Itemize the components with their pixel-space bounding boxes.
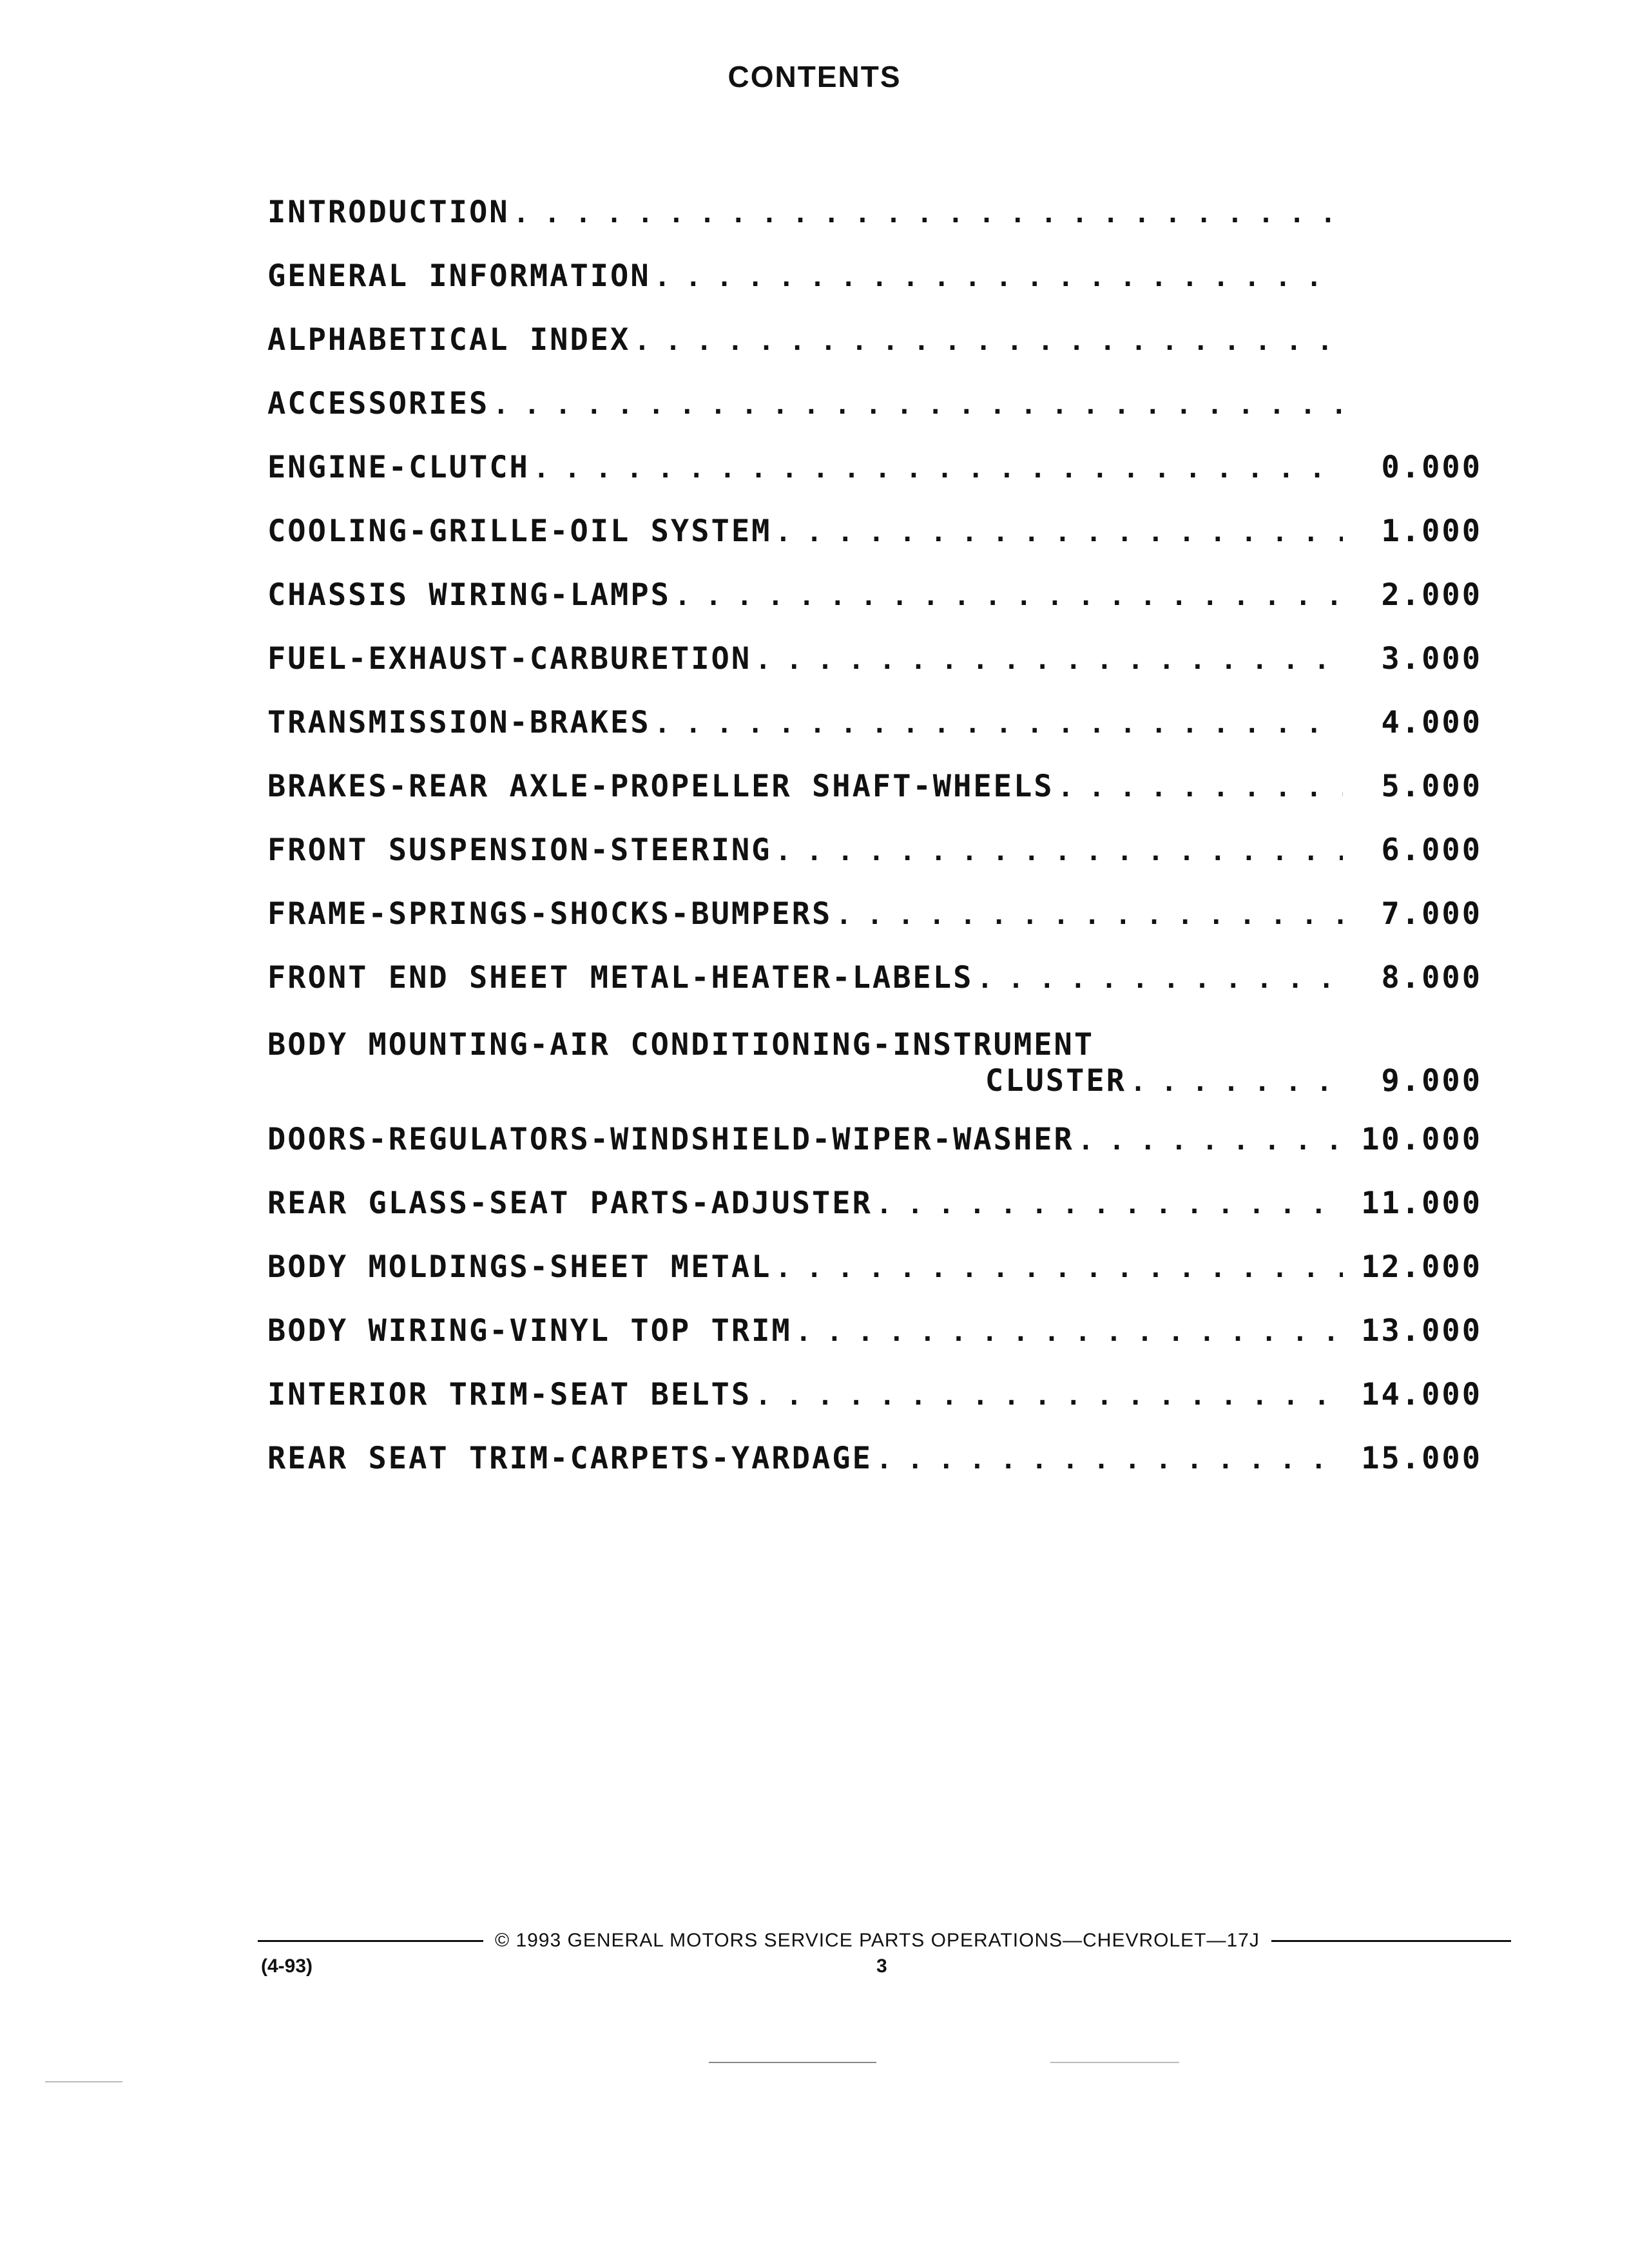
toc-entry-label: ENGINE-CLUTCH — [267, 450, 530, 485]
toc-entry-doors-regulators — [267, 1108, 1482, 1171]
toc-entry-label: INTRODUCTION — [267, 195, 510, 230]
toc-entry-label: DOORS-REGULATORS-WINDSHIELD-WIPER-WASHER — [267, 1122, 1074, 1157]
toc-entry-page: 15.000 — [1361, 1441, 1482, 1476]
toc-entry-label: BODY WIRING-VINYL TOP TRIM — [267, 1313, 792, 1349]
dot-leader — [634, 308, 1343, 374]
toc-entry-page: 11.000 — [1361, 1186, 1482, 1221]
toc-entry-label: BRAKES-REAR AXLE-PROPELLER SHAFT-WHEELS — [267, 769, 1054, 804]
dot-leader — [876, 1171, 1343, 1237]
dot-leader — [1130, 1065, 1343, 1099]
dot-leader — [775, 1235, 1343, 1301]
footer-page-number: 3 — [876, 1956, 887, 1977]
toc-entry-interior-trim — [267, 1363, 1482, 1427]
footer-copyright-line — [258, 1930, 1511, 1952]
dot-leader — [755, 627, 1343, 693]
toc-entry-label: INTERIOR TRIM-SEAT BELTS — [267, 1377, 752, 1412]
toc-entry-page: 12.000 — [1361, 1249, 1482, 1285]
toc-entry-label: CHASSIS WIRING-LAMPS — [267, 577, 671, 613]
toc-entry-fuel-exhaust — [267, 627, 1482, 691]
toc-entry-body-moldings — [267, 1235, 1482, 1299]
dot-leader — [836, 882, 1343, 948]
dot-leader — [977, 946, 1343, 1012]
toc-entry-page: 1.000 — [1381, 514, 1482, 549]
page-footer — [258, 1930, 1511, 1984]
footer-copyright: © 1993 GENERAL MOTORS SERVICE PARTS OPERATIONS—CHEVROLET—17J — [495, 1930, 1260, 1951]
toc-entry-page: 2.000 — [1381, 577, 1482, 613]
toc-entry-label-continued: CLUSTER — [985, 1063, 1126, 1099]
toc-entry-page: 14.000 — [1361, 1377, 1482, 1412]
toc-entry-transmission-brakes — [267, 691, 1482, 754]
toc-entry-label: FRONT SUSPENSION-STEERING — [267, 832, 772, 868]
toc-entry-label: ALPHABETICAL INDEX — [267, 322, 631, 358]
toc-entry-label: BODY MOLDINGS-SHEET METAL — [267, 1249, 772, 1285]
scan-artifact — [709, 2062, 876, 2063]
toc-entry-label: REAR SEAT TRIM-CARPETS-YARDAGE — [267, 1441, 872, 1476]
toc-entry-page: 7.000 — [1381, 896, 1482, 932]
dot-leader — [534, 436, 1343, 501]
dot-leader — [655, 691, 1343, 756]
footer-revision: (4-93) — [261, 1956, 313, 1977]
toc-entry-page: 6.000 — [1381, 832, 1482, 868]
toc-entry-label: FUEL-EXHAUST-CARBURETION — [267, 641, 752, 677]
toc-entry-body-mounting — [267, 1010, 1482, 1108]
table-of-contents — [267, 180, 1482, 1490]
dot-leader — [775, 499, 1343, 565]
dot-leader — [655, 244, 1343, 310]
toc-entry-label: REAR GLASS-SEAT PARTS-ADJUSTER — [267, 1186, 872, 1221]
page-title: CONTENTS — [728, 60, 901, 93]
scan-artifact — [1050, 2062, 1179, 2063]
dot-leader — [755, 1363, 1343, 1428]
toc-entry-label: ACCESSORIES — [267, 386, 490, 421]
dot-leader — [796, 1299, 1343, 1365]
toc-entry-general-information — [267, 244, 1482, 308]
footer-rule-left — [258, 1940, 483, 1942]
toc-entry-chassis-wiring — [267, 563, 1482, 627]
toc-entry-cooling — [267, 499, 1482, 563]
toc-entry-label: FRONT END SHEET METAL-HEATER-LABELS — [267, 960, 974, 995]
dot-leader — [514, 180, 1343, 246]
dot-leader — [876, 1427, 1343, 1492]
toc-entry-label: GENERAL INFORMATION — [267, 258, 651, 294]
toc-entry-page: 13.000 — [1361, 1313, 1482, 1349]
dot-leader — [675, 563, 1343, 629]
dot-leader — [775, 818, 1343, 884]
toc-entry-label: TRANSMISSION-BRAKES — [267, 705, 651, 740]
toc-entry-page: 10.000 — [1361, 1122, 1482, 1157]
toc-entry-page: 3.000 — [1381, 641, 1482, 677]
toc-entry-page: 4.000 — [1381, 705, 1482, 740]
toc-entry-label: COOLING-GRILLE-OIL SYSTEM — [267, 514, 772, 549]
toc-entry-page: 8.000 — [1381, 960, 1482, 995]
toc-entry-page: 0.000 — [1381, 450, 1482, 485]
dot-leader — [493, 372, 1343, 437]
toc-entry-rear-glass — [267, 1171, 1482, 1235]
toc-entry-label: FRAME-SPRINGS-SHOCKS-BUMPERS — [267, 896, 833, 932]
scan-artifact — [45, 2081, 122, 2082]
toc-entry-page: 9.000 — [1381, 1063, 1482, 1099]
toc-entry-page: 5.000 — [1381, 769, 1482, 804]
footer-rule-right — [1271, 1940, 1511, 1942]
toc-entry-engine-clutch — [267, 436, 1482, 499]
toc-entry-front-suspension — [267, 818, 1482, 882]
toc-entry-body-wiring — [267, 1299, 1482, 1363]
toc-entry-frame-springs — [267, 882, 1482, 946]
toc-entry-alphabetical-index — [267, 308, 1482, 372]
toc-entry-accessories — [267, 372, 1482, 436]
toc-entry-rear-seat-trim — [267, 1427, 1482, 1490]
dot-leader — [1058, 754, 1343, 820]
footer-sub — [258, 1952, 1511, 1984]
toc-entry-introduction — [267, 180, 1482, 244]
dot-leader — [1078, 1108, 1343, 1173]
toc-entry-brakes-rear-axle — [267, 754, 1482, 818]
toc-entry-label: BODY MOUNTING-AIR CONDITIONING-INSTRUMENT — [267, 1027, 1095, 1062]
toc-entry-front-end-sheet-metal — [267, 946, 1482, 1010]
toc-entry-continuation — [267, 1065, 1482, 1099]
